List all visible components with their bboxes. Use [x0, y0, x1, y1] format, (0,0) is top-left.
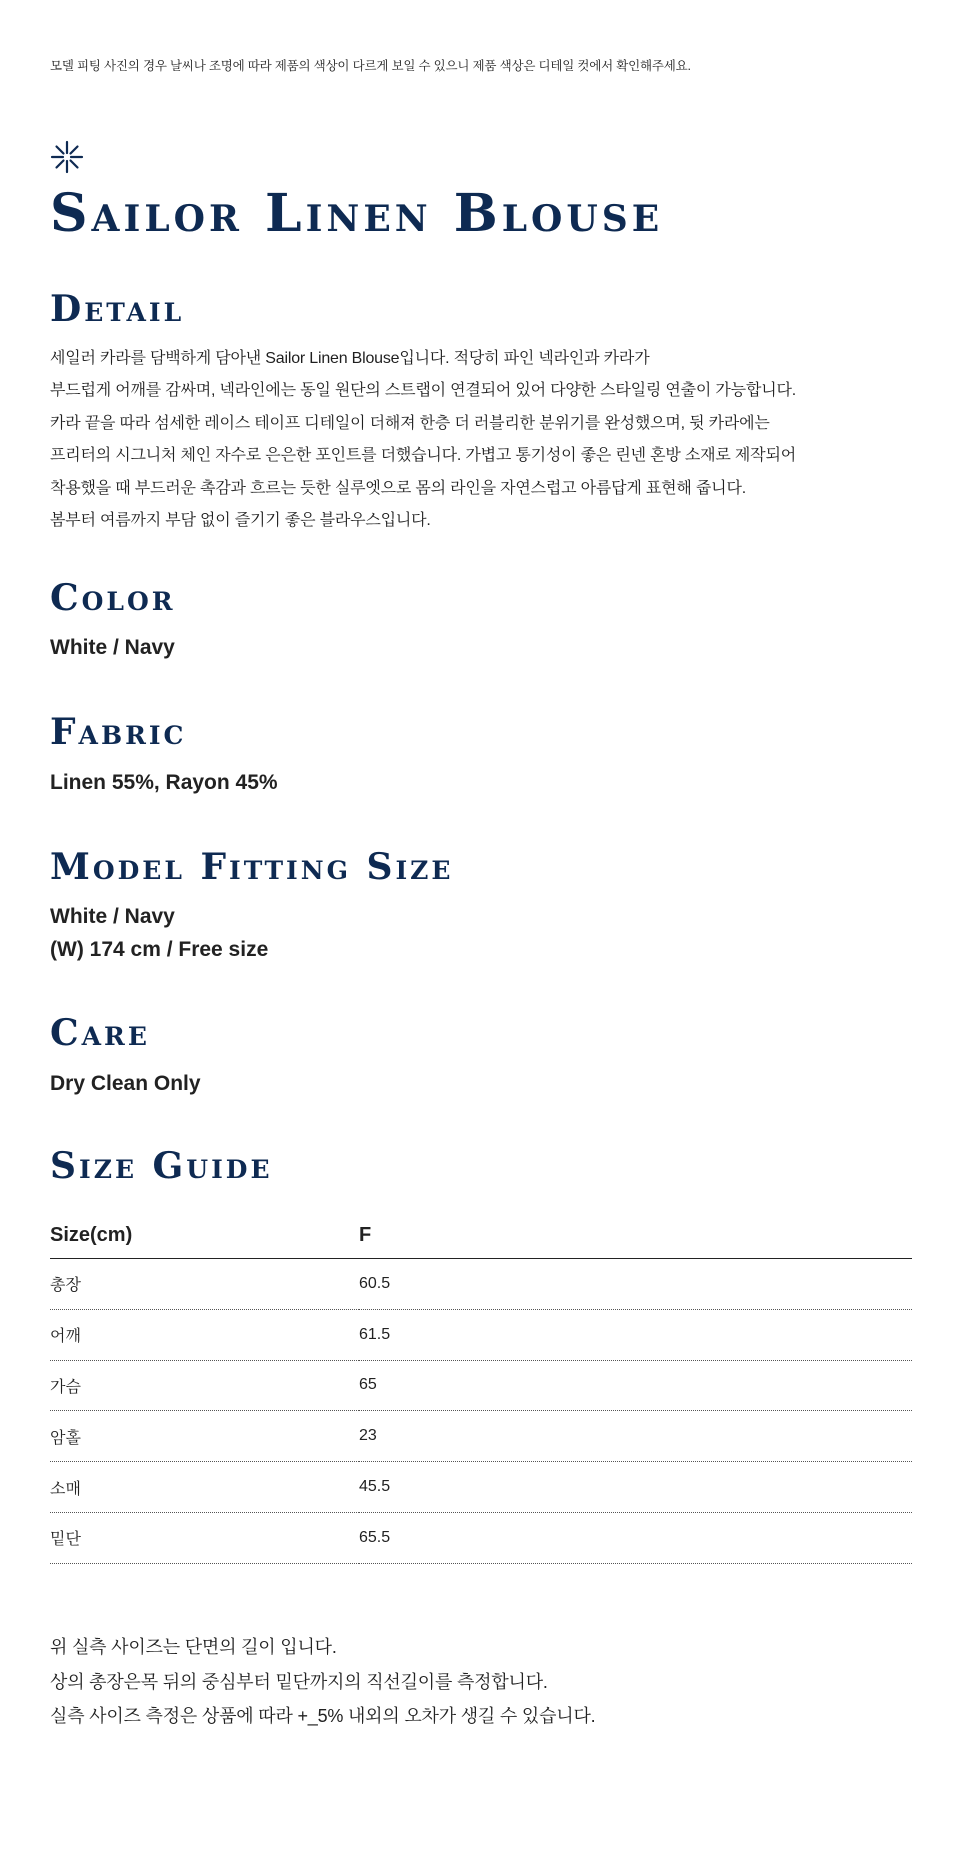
measure-label: 소매	[50, 1462, 359, 1513]
product-title: Sailor Linen Blouse	[50, 183, 664, 244]
measure-value: 45.5	[359, 1462, 912, 1513]
fabric-value: Linen 55%, Rayon 45%	[50, 771, 278, 794]
detail-line: 착용했을 때 부드러운 촉감과 흐르는 듯한 실루엣으로 몸의 라인을 자연스럽고 아름답게 표현해 줍니다.	[50, 479, 746, 497]
model-fitting-heading: Model Fitting Size	[50, 846, 454, 888]
model-fitting-color: White / Navy	[50, 905, 175, 928]
model-fitting-height: (W) 174 cm / Free size	[50, 937, 269, 961]
measure-label: 총장	[50, 1259, 359, 1310]
detail-line: 봄부터 여름까지 부담 없이 즐기기 좋은 블라우스입니다.	[50, 512, 431, 530]
color-notice: 모델 피팅 사진의 경우 날씨나 조명에 따라 제품의 색상이 다르게 보일 수 있으니 제품 색상은 디테일 컷에서 확인해주세요.	[50, 59, 691, 73]
measure-value: 61.5	[359, 1309, 912, 1360]
table-header-row	[50, 1212, 912, 1259]
detail-line: 부드럽게 어깨를 감싸며, 넥라인에는 동일 원단의 스트랩이 연결되어 있어 다양한 스타일링 연출이 가능합니다.	[50, 382, 796, 400]
measure-label: 가슴	[50, 1360, 359, 1411]
model-fitting-value	[50, 901, 268, 966]
measure-label: 밑단	[50, 1512, 359, 1563]
table-row	[50, 1512, 912, 1563]
detail-line: 카라 끝을 따라 섬세한 레이스 테이프 디테일이 더해져 한층 더 러블리한 분위기를 완성했으며, 뒷 카라에는	[50, 414, 770, 432]
color-heading: Color	[50, 577, 176, 619]
sparkle-asterisk-icon	[50, 140, 84, 174]
free-size-column-header: F	[359, 1212, 912, 1259]
table-row	[50, 1259, 912, 1310]
note-line: 위 실측 사이즈는 단면의 길이 입니다.	[50, 1637, 337, 1657]
table-row	[50, 1309, 912, 1360]
measure-value: 65.5	[359, 1512, 912, 1563]
table-row	[50, 1360, 912, 1411]
detail-line: 프리터의 시그니처 체인 자수로 은은한 포인트를 더했습니다. 가볍고 통기성이 좋은 린넨 혼방 소재로 제작되어	[50, 447, 796, 465]
detail-description	[50, 343, 890, 537]
size-guide-heading: Size Guide	[50, 1145, 273, 1187]
table-row	[50, 1462, 912, 1513]
table-row	[50, 1411, 912, 1462]
measure-label: 어깨	[50, 1309, 359, 1360]
measurement-notes	[50, 1630, 595, 1734]
size-guide-table	[50, 1212, 912, 1564]
care-value: Dry Clean Only	[50, 1072, 201, 1095]
note-line: 상의 총장은목 뒤의 중심부터 밑단까지의 직선길이를 측정합니다.	[50, 1671, 548, 1692]
care-heading: Care	[50, 1012, 150, 1054]
measure-value: 60.5	[359, 1259, 912, 1310]
measure-value: 23	[359, 1411, 912, 1462]
detail-heading: Detail	[50, 288, 185, 330]
measure-value: 65	[359, 1360, 912, 1411]
color-value: White / Navy	[50, 636, 175, 659]
fabric-heading: Fabric	[50, 711, 187, 753]
measure-label: 암홀	[50, 1411, 359, 1462]
note-line: 실측 사이즈 측정은 상품에 따라 +_5% 내외의 오차가 생길 수 있습니다.	[50, 1706, 596, 1726]
detail-line: 세일러 카라를 담백하게 담아낸 Sailor Linen Blouse입니다. 적당히 파인 넥라인과 카라가	[50, 350, 650, 367]
size-column-header: Size(cm)	[50, 1212, 359, 1259]
